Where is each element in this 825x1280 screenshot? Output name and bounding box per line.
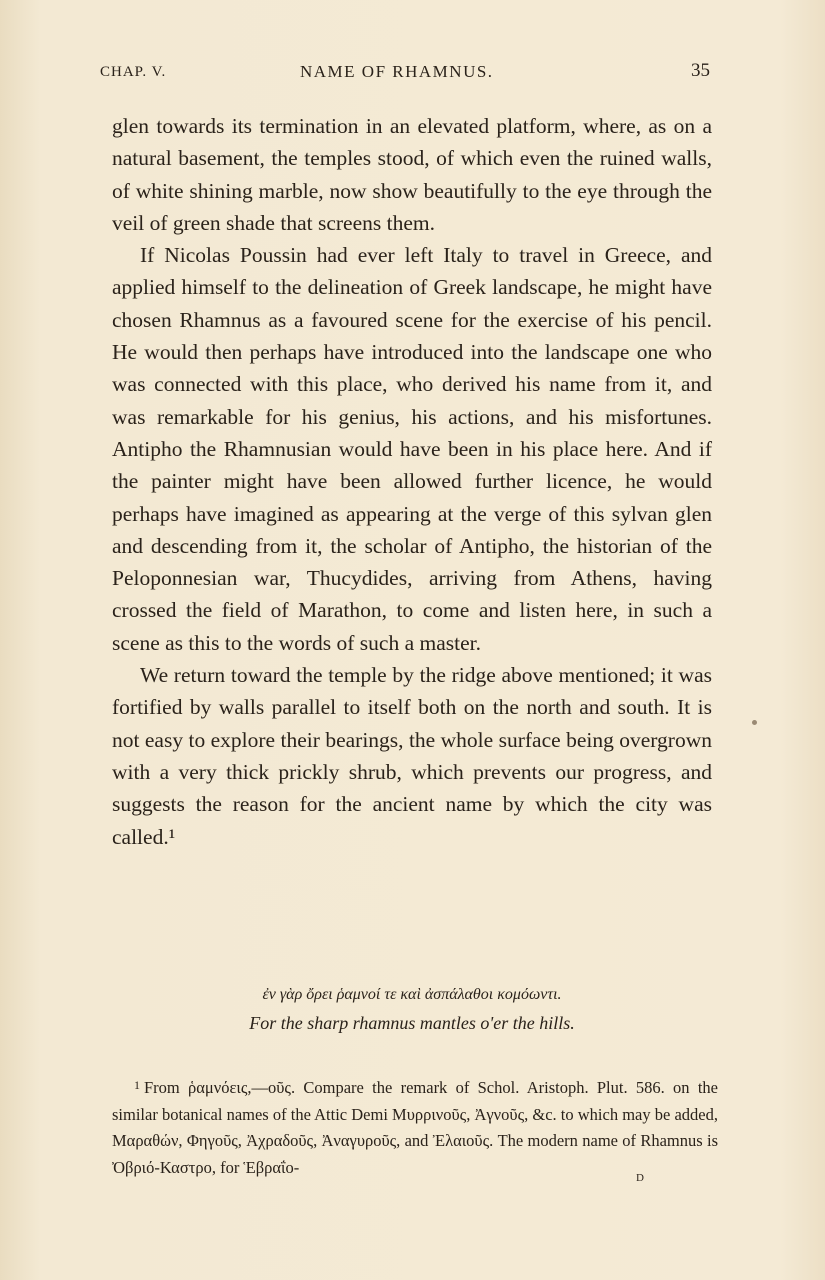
- body-text: [112, 110, 712, 853]
- running-title: NAME OF RHAMNUS.: [300, 62, 494, 81]
- paragraph-2: If Nicolas Poussin had ever left Italy to travel in Greece, and applied himself to the delineation of Greek landscape, he might have chosen Rhamnus as a favoured scene for the exercise of his pencil. He would then perhaps have introduced into the landscape one who was connected with this place, who derived his name from it, and was remarkable for his genius, his actions, and his misfortunes. Antipho the Rhamnusian would have been in his place here. And if the painter might have been allowed further licence, he would perhaps have imagined as appearing at the verge of this sylvan glen and descending from it, the scholar of Antipho, the historian of the Peloponnesian war, Thucydides, arriving from Athens, having crossed the field of Marathon, to come and listen here, in such a scene as this to the words of such a master.: [112, 243, 712, 655]
- chapter-label: CHAP. V.: [100, 64, 167, 80]
- signature-mark: D: [636, 1172, 645, 1184]
- verse-translation: For the sharp rhamnus mantles o'er the hills.: [249, 1013, 575, 1033]
- paragraph-3: We return toward the temple by the ridge above mentioned; it was fortified by walls parallel to itself both on the north and south. It is not easy to explore their bearings, the whole surface being overgrown with a very thick prickly shrub, which prevents our progress, and suggests the reason for the ancient name by which the city was called.¹: [112, 663, 712, 849]
- footnote: [112, 1072, 718, 1181]
- running-header: [100, 60, 710, 90]
- verse-quotation: [112, 982, 712, 1038]
- paper-speck: [752, 720, 757, 725]
- page-number: 35: [691, 60, 710, 81]
- paragraph-1: glen towards its termination in an elevated platform, where, as on a natural basement, the temples stood, of which even the ruined walls, of white shining marble, now show beautifully to the eye through the veil of green shade that screens them.: [112, 114, 712, 235]
- footnote-text: From ῥαμνόεις,—οῦς. Compare the remark of Schol. Aristoph. Plut. 586. on the similar botanical names of the Attic Demi Μυρρινοῦς, Ἀγνοῦς, &c. to which may be added, Μαραθών, Φηγοῦς, Ἀχραδοῦς, Ἀναγυροῦς, and Ἐλαιοῦς. The modern name of Rhamnus is Ὀβριό-Καστρο, for Ἑβραΐο-: [112, 1078, 718, 1177]
- footnote-mark: 1: [134, 1078, 140, 1092]
- footnote-body: [112, 1072, 718, 1181]
- greek-verse: ἐν γὰρ ὄρει ῥαμνοί τε καὶ ἀσπάλαθοι κομόωντι.: [262, 986, 562, 1003]
